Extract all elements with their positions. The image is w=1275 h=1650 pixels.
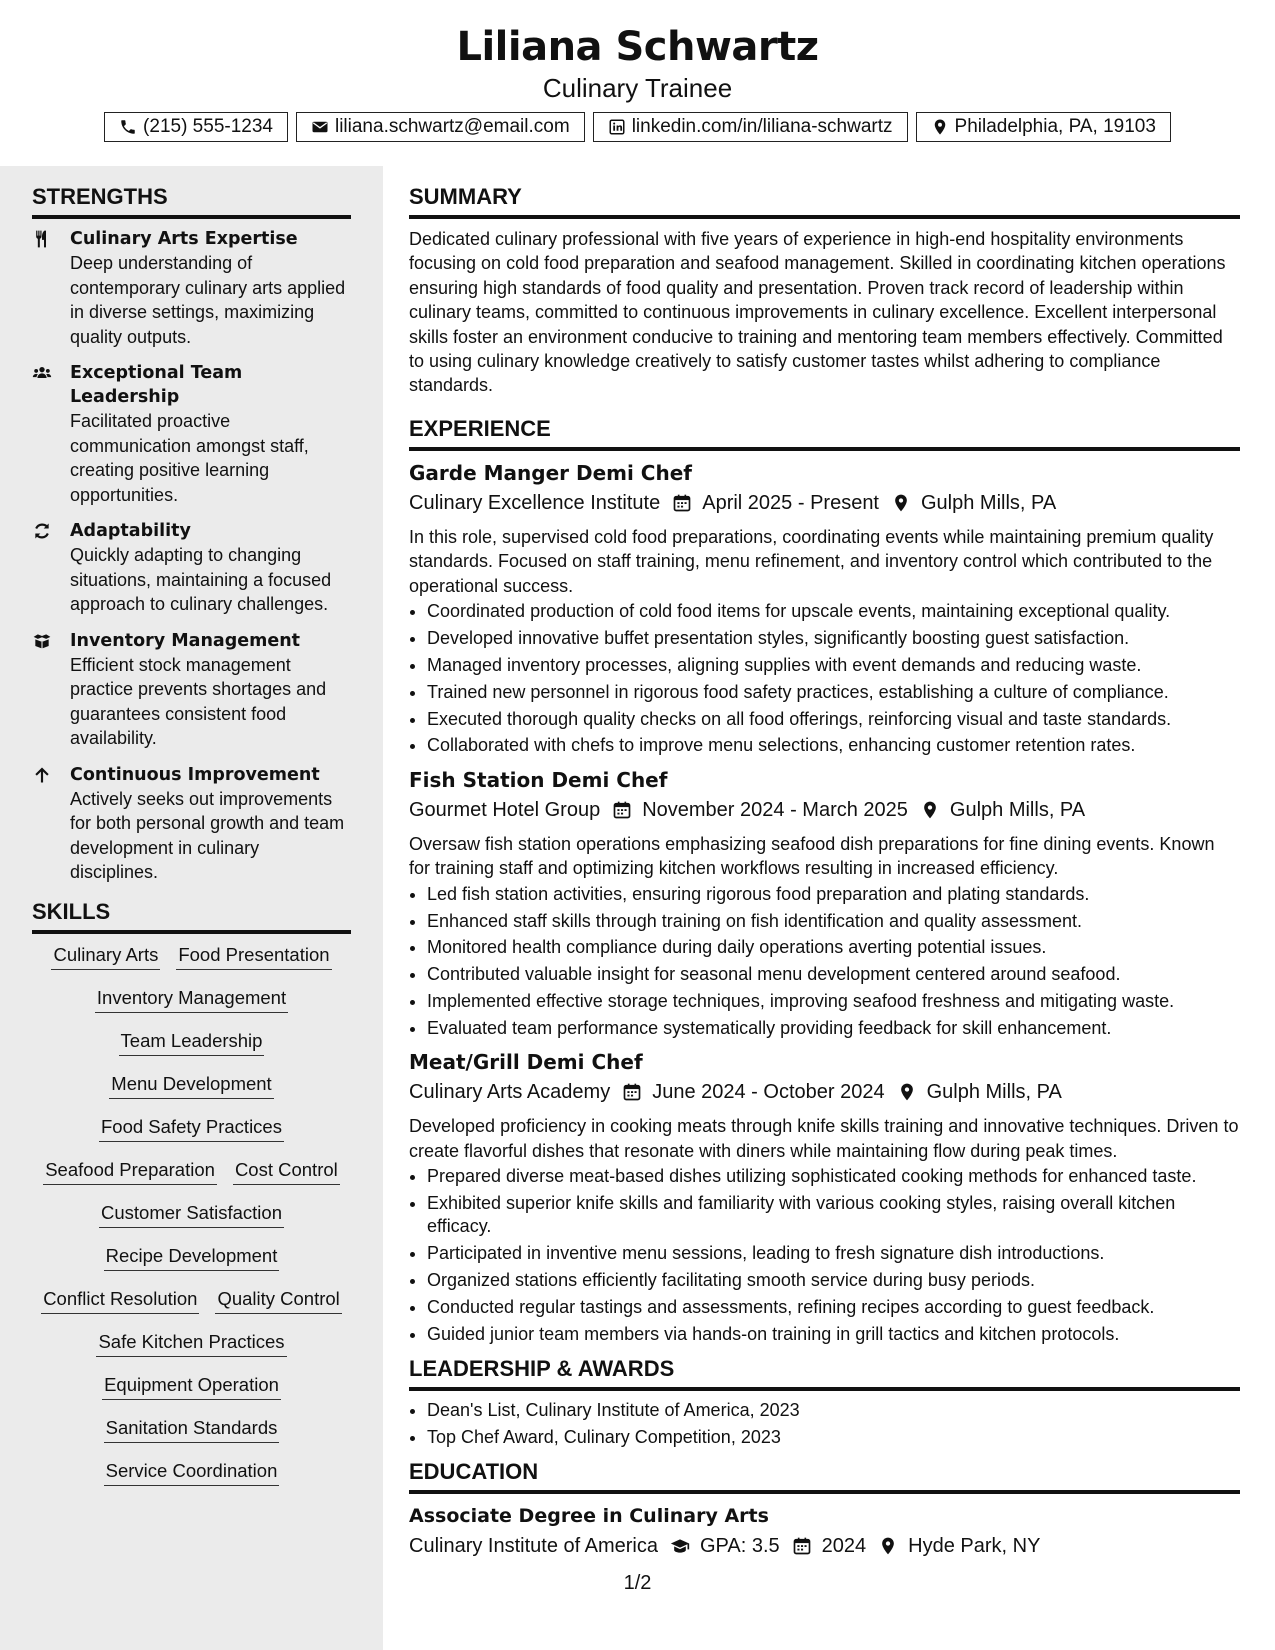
candidate-title: Culinary Trainee [542,73,733,103]
skill-tag: Customer Satisfaction [99,1200,284,1228]
job-entry [409,1048,1240,1346]
skill-tag: Recipe Development [104,1243,280,1271]
job-bullet: • Evaluated team performance systematically providing feedback for skill enhancement. [427,1017,1240,1040]
contact-phone [104,112,288,142]
job-bullet: • Implemented effective storage techniques, improving seafood freshness and mitigating waste. [427,990,1240,1013]
skill-tag: Food Presentation [176,942,331,970]
strengths-heading: STRENGTHS [32,184,351,219]
contact-linkedin-text: linkedin.com/in/liliana-schwartz [631,116,893,137]
job-bullet: • Enhanced staff skills through training on fish identification and quality assessment. [427,910,1240,933]
job-bullet: • Monitored health compliance during daily operations averting potential issues. [427,936,1240,959]
job-bullet: • Executed thorough quality checks on all food offerings, reinforcing visual and taste standards. [427,708,1240,731]
candidate-name: Liliana Schwartz [456,24,819,70]
awards-heading: LEADERSHIP & AWARDS [409,1356,1240,1391]
skills-list [32,942,351,1486]
job-dates: June 2024 - October 2024 [652,1081,885,1104]
strength-item [32,763,352,885]
arrow-up-icon [32,765,52,785]
job-bullet: • Collaborated with chefs to improve menu selections, enhancing customer retention rates. [427,734,1240,757]
boxes-icon [32,631,52,651]
job-bullet: • Contributed valuable insight for seasonal menu development centered around seafood. [427,963,1240,986]
graduation-year: 2024 [821,1535,867,1558]
skill-tag: Sanitation Standards [104,1415,280,1443]
experience-heading: EXPERIENCE [409,416,1240,451]
graduation-cap-icon [670,1536,690,1556]
job-company: Culinary Excellence Institute [409,491,661,514]
calendar-icon [672,493,692,513]
job-bullet: • Trained new personnel in rigorous food safety practices, establishing a culture of compliance. [427,681,1240,704]
summary-heading: SUMMARY [409,184,1240,219]
map-pin-icon [878,1536,898,1556]
skill-tag: Seafood Preparation [43,1157,217,1185]
education-meta [409,1530,1240,1562]
contact-location-text: Philadelphia, PA, 19103 [954,116,1156,137]
map-pin-icon [891,493,911,513]
skills-heading: SKILLS [32,899,351,934]
job-bullet: • Prepared diverse meat-based dishes utilizing sophisticated cooking methods for enhanced taste. [427,1165,1240,1188]
award-item: • Dean's List, Culinary Institute of America, 2023 [427,1399,1240,1422]
school-location: Hyde Park, NY [908,1535,1041,1558]
job-bullets [409,600,1240,757]
resume-header [0,0,1275,142]
strength-desc: Actively seeks out improvements for both personal growth and team development in culinary disciplines. [70,788,345,882]
job-description: In this role, supervised cold food preparations, coordinating events while maintaining premium quality standards. Focused on staff training, menu refinement, and inventory control which contributed to the operational success. [409,526,1214,596]
job-title: Garde Manger Demi Chef [409,460,692,485]
job-dates: April 2025 - Present [702,491,879,514]
job-entry [409,766,1240,1040]
summary-text: Dedicated culinary professional with five years of experience in high-end hospitality environments focusing on cold food preparation and seafood management. Skilled in coordinating kitchen operations ensuring high standards of food quality and presentation. Proven track record of leadership within culinary teams, committed to continuous improvements in culinary excellence. Excellent interpersonal skills foster an environment conducive to training and mentoring team members effectively. Committed to using culinary knowledge creatively to satisfy customer tastes whilst adhering to compliance standards. [409,229,1226,396]
users-icon [32,363,52,383]
job-location: Gulph Mills, PA [949,798,1086,821]
skill-tag: Food Safety Practices [99,1114,284,1142]
envelope-icon [311,118,329,136]
map-pin-icon [931,118,949,136]
calendar-icon [622,1082,642,1102]
strength-item [32,519,352,617]
skill-tag: Quality Control [215,1286,341,1314]
strength-desc: Facilitated proactive communication amongst staff, creating positive learning opportunities. [70,411,309,505]
map-pin-icon [897,1082,917,1102]
contact-location [916,112,1171,142]
skill-tag: Cost Control [233,1157,340,1185]
job-dates: November 2024 - March 2025 [642,798,908,821]
strength-title: Adaptability [70,521,191,541]
job-bullet: • Conducted regular tastings and assessments, refining recipes according to guest feedback. [427,1296,1240,1319]
contact-email-text: liliana.schwartz@email.com [334,116,570,137]
sync-icon [32,521,52,541]
strength-title: Exceptional Team Leadership [70,363,243,407]
contact-email [296,112,585,142]
degree-title: Associate Degree in Culinary Arts [409,1505,769,1528]
job-bullet: • Guided junior team members via hands-on training in grill tactics and kitchen protocols. [427,1323,1240,1346]
strength-title: Culinary Arts Expertise [70,229,298,249]
skill-tag: Safe Kitchen Practices [96,1329,286,1357]
job-location: Gulph Mills, PA [921,491,1057,514]
job-bullet: • Developed innovative buffet presentation styles, significantly boosting guest satisfaction. [427,627,1240,650]
job-bullet: • Exhibited superior knife skills and familiarity with various cooking styles, raising overall kitchen efficacy. [427,1192,1240,1239]
job-meta [409,1076,1240,1108]
job-bullet: • Managed inventory processes, aligning supplies with event demands and reducing waste. [427,654,1240,677]
contact-linkedin [593,112,908,142]
job-title: Meat/Grill Demi Chef [409,1050,643,1075]
map-pin-icon [920,800,940,820]
strength-desc: Efficient stock management practice prevents shortages and guarantees consistent food availability. [70,654,327,748]
utensils-icon [32,229,52,249]
phone-icon [119,118,137,136]
job-description: Oversaw fish station operations emphasizing seafood dish preparations for fine dining events. Known for training staff and optimizing kitchen workflows resulting in increased efficiency. [409,833,1215,879]
gpa: GPA: 3.5 [700,1535,780,1558]
job-title: Fish Station Demi Chef [409,767,668,792]
contact-phone-text: (215) 555-1234 [143,116,273,137]
job-location: Gulph Mills, PA [926,1081,1062,1104]
job-bullets [409,1165,1240,1346]
skill-tag: Equipment Operation [102,1372,281,1400]
skill-tag: Service Coordination [104,1458,280,1486]
education-heading: EDUCATION [409,1459,1240,1494]
job-bullets [409,883,1240,1040]
sidebar [0,166,383,1650]
skill-tag: Conflict Resolution [41,1286,199,1314]
page-number: 1/2 [623,1572,652,1594]
school-name: Culinary Institute of America [409,1535,658,1558]
award-item: • Top Chef Award, Culinary Competition, 2023 [427,1426,1240,1449]
job-bullet: • Coordinated production of cold food items for upscale events, maintaining exceptional quality. [427,600,1240,623]
strength-item [32,629,352,751]
main-content [409,166,1240,1562]
contact-bar [0,112,1275,142]
job-bullet: • Organized stations efficiently facilitating smooth service during busy periods. [427,1269,1240,1292]
skill-tag: Inventory Management [95,985,288,1013]
linkedin-icon [608,118,626,136]
calendar-icon [612,800,632,820]
strength-item [32,361,352,507]
job-bullet: • Participated in inventive menu sessions, leading to fresh signature dish introductions. [427,1242,1240,1265]
calendar-icon [792,1536,812,1556]
strength-title: Inventory Management [70,630,301,651]
job-company: Culinary Arts Academy [409,1081,611,1104]
job-description: Developed proficiency in cooking meats through knife skills training and innovative techniques. Driven to create flavorful dishes that resonate with diners while maintaining flow during peak times. [409,1116,1239,1161]
strength-title: Continuous Improvement [70,764,320,785]
job-meta [409,487,1240,519]
awards-list [409,1399,1240,1449]
job-company: Gourmet Hotel Group [409,798,601,821]
skill-tag: Team Leadership [119,1028,265,1056]
skill-tag: Menu Development [109,1071,273,1099]
strength-desc: Deep understanding of contemporary culinary arts applied in diverse settings, maximizing quality outputs. [70,253,346,347]
strength-desc: Quickly adapting to changing situations, maintaining a focused approach to culinary challenges. [70,545,332,614]
strength-item [32,227,352,349]
job-meta [409,794,1240,826]
job-bullet: • Led fish station activities, ensuring rigorous food preparation and plating standards. [427,883,1240,906]
skill-tag: Culinary Arts [51,942,160,970]
job-entry [409,459,1240,758]
